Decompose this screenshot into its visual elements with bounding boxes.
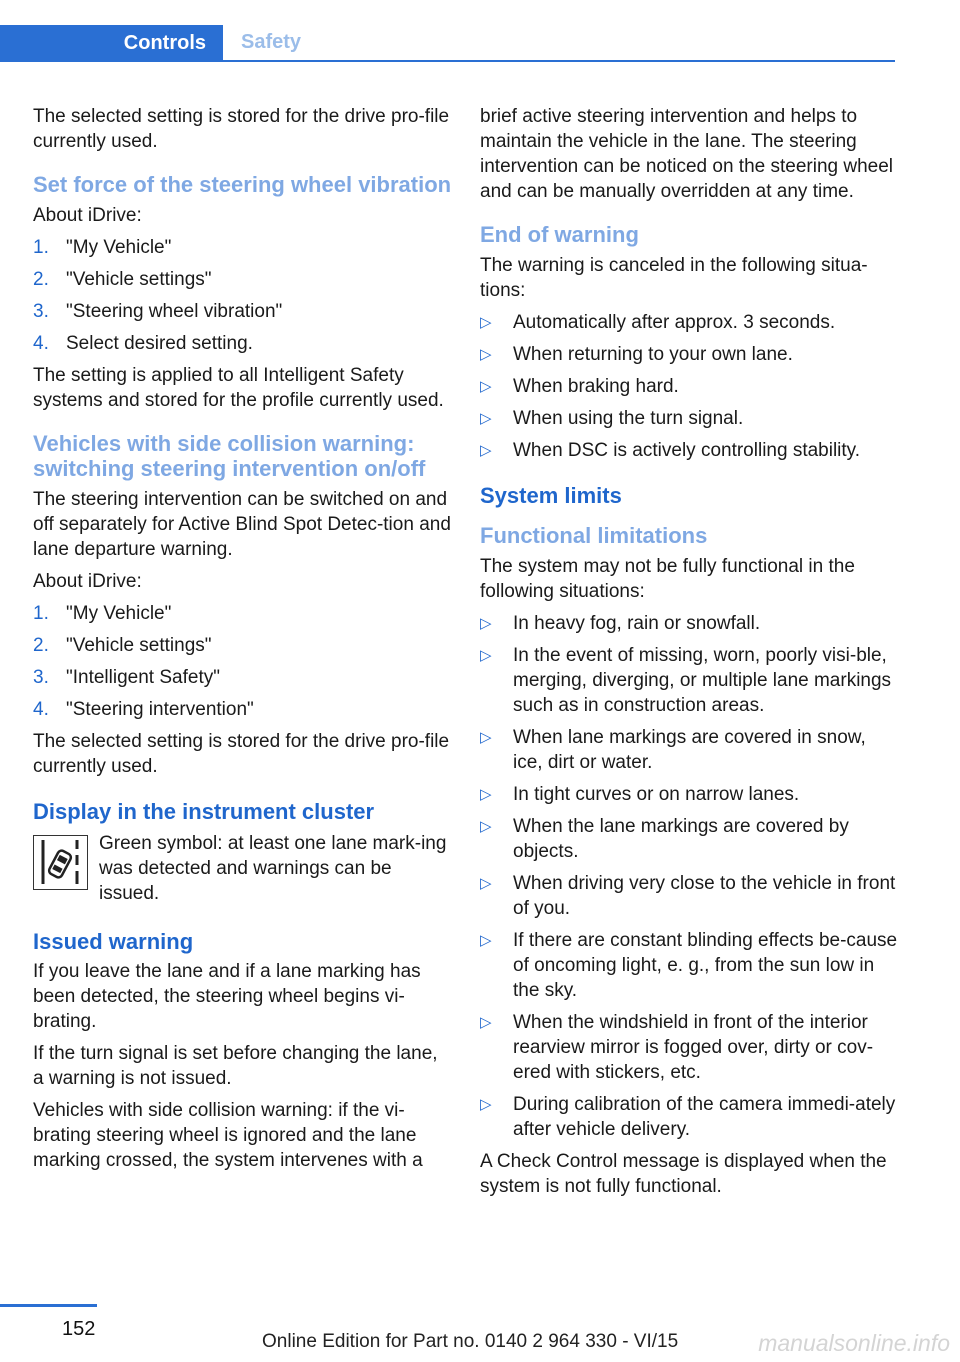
end-warning-list bbox=[480, 310, 900, 463]
list-item: 3. "Steering wheel vibration" bbox=[33, 301, 283, 322]
list-item: ▷ During calibration of the camera immedi‐ately after vehicle delivery. bbox=[480, 1094, 896, 1140]
heading-side-collision: Vehicles with side collision warning: switching steering intervention on/off bbox=[33, 431, 426, 481]
limitations-list bbox=[480, 611, 900, 1142]
paragraph: Vehicles with side collision warning: if the vi‐brating steering wheel is ignored and the lane marking crossed, the system intervenes with a bbox=[33, 1100, 423, 1171]
paragraph: The warning is canceled in the following situa‐tions: bbox=[480, 255, 868, 301]
steps-list-vibration bbox=[33, 235, 453, 356]
list-item: ▷ When DSC is actively controlling stability. bbox=[480, 440, 861, 461]
left-column bbox=[33, 104, 453, 1180]
list-item: 2. "Vehicle settings" bbox=[33, 269, 212, 290]
lane-departure-icon bbox=[33, 835, 88, 890]
cluster-symbol-block bbox=[33, 831, 453, 906]
list-item: ▷ In the event of missing, worn, poorly visi‐ble, merging, diverging, or multiple lane markings such as in construction areas. bbox=[480, 645, 892, 716]
paragraph: A Check Control message is displayed when the system is not fully functional. bbox=[480, 1151, 887, 1197]
list-item: ▷ Automatically after approx. 3 seconds. bbox=[480, 312, 836, 333]
heading-functional-limitations: Functional limitations bbox=[480, 523, 708, 548]
paragraph: About iDrive: bbox=[33, 571, 142, 592]
paragraph: The selected setting is stored for the drive pro‐file currently used. bbox=[33, 731, 450, 777]
list-item: ▷ When returning to your own lane. bbox=[480, 344, 793, 365]
paragraph: brief active steering intervention and helps to maintain the vehicle in the lane. The steering intervention can be noticed on the steering wheel and can be manually overridden at any time. bbox=[480, 106, 893, 202]
paragraph: About iDrive: bbox=[33, 205, 142, 226]
steps-list-intervention bbox=[33, 601, 453, 722]
paragraph: If the turn signal is set before changing the lane, a warning is not issued. bbox=[33, 1043, 438, 1089]
list-item: ▷ In heavy fog, rain or snowfall. bbox=[480, 613, 761, 634]
list-item: ▷ When braking hard. bbox=[480, 376, 679, 397]
watermark: manualsonline.info bbox=[758, 1330, 950, 1356]
page-number: 152 bbox=[62, 1318, 96, 1340]
list-item: 4. "Steering intervention" bbox=[33, 699, 254, 720]
heading-issued-warning: Issued warning bbox=[33, 929, 194, 954]
list-item: ▷ When driving very close to the vehicle in front of you. bbox=[480, 873, 896, 919]
list-item: 4. Select desired setting. bbox=[33, 333, 253, 354]
list-item: ▷ When the windshield in front of the interior rearview mirror is fogged over, dirty or cov‐ered with stickers, etc. bbox=[480, 1012, 874, 1083]
list-item: 1. "My Vehicle" bbox=[33, 237, 172, 258]
list-item: 2. "Vehicle settings" bbox=[33, 635, 212, 656]
page-header bbox=[0, 0, 895, 62]
tab-controls[interactable]: Controls bbox=[0, 25, 223, 62]
heading-steering-vibration: Set force of the steering wheel vibration bbox=[33, 172, 452, 197]
paragraph: The setting is applied to all Intelligent Safety systems and stored for the profile currently used. bbox=[33, 365, 444, 411]
heading-display-cluster: Display in the instrument cluster bbox=[33, 799, 375, 824]
right-column bbox=[480, 104, 900, 1206]
heading-system-limits: System limits bbox=[480, 483, 622, 508]
edition-text: Online Edition for Part no. 0140 2 964 330 - VI/15 bbox=[262, 1331, 679, 1352]
list-item: ▷ If there are constant blinding effects be‐cause of oncoming light, e. g., from the sun low in the sky. bbox=[480, 930, 898, 1001]
footer-rule bbox=[0, 1304, 97, 1307]
paragraph: The system may not be fully functional in the following situations: bbox=[480, 556, 855, 602]
list-item: ▷ When using the turn signal. bbox=[480, 408, 744, 429]
heading-end-of-warning: End of warning bbox=[480, 222, 639, 247]
list-item: 3. "Intelligent Safety" bbox=[33, 667, 220, 688]
tab-safety[interactable]: Safety bbox=[241, 31, 302, 53]
header-rule bbox=[0, 60, 895, 62]
list-item: ▷ When lane markings are covered in snow, ice, dirt or water. bbox=[480, 727, 866, 773]
list-item: ▷ In tight curves or on narrow lanes. bbox=[480, 784, 800, 805]
paragraph: The selected setting is stored for the drive pro‐file currently used. bbox=[33, 106, 450, 152]
list-item: ▷ When the lane markings are covered by objects. bbox=[480, 816, 849, 862]
cluster-description: Green symbol: at least one lane mark‐ing was detected and warnings can be issued. bbox=[99, 833, 447, 904]
list-item: 1. "My Vehicle" bbox=[33, 603, 172, 624]
paragraph: The steering intervention can be switched on and off separately for Active Blind Spot Detec‐tion and lane departure warning. bbox=[33, 489, 451, 560]
paragraph: If you leave the lane and if a lane marking has been detected, the steering wheel begins vi‐brating. bbox=[33, 961, 421, 1032]
